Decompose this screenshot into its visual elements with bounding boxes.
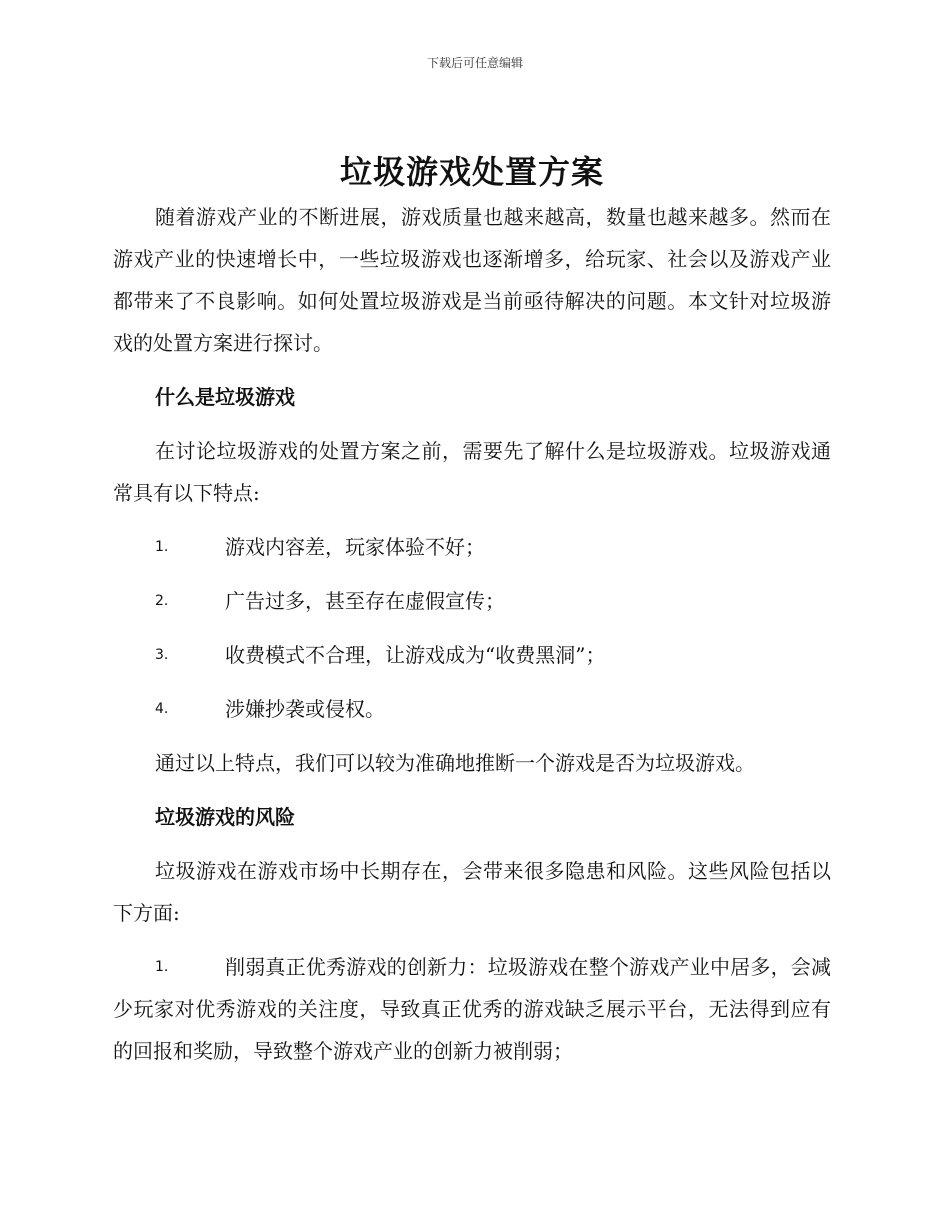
document-title: 垃圾游戏处置方案 xyxy=(339,153,604,191)
list-item xyxy=(113,634,831,676)
list-item xyxy=(113,946,831,1072)
list-item-text: 涉嫌抄袭或侵权。 xyxy=(225,697,385,721)
section1-conclusion-paragraph: 通过以上特点，我们可以较为准确地推断一个游戏是否为垃圾游戏。 xyxy=(155,751,755,775)
list-number: 4. xyxy=(155,701,169,717)
section-heading-what-is: 什么是垃圾游戏 xyxy=(155,385,295,409)
list-item-text: 削弱真正优秀游戏的创新力：垃圾游戏在整个游戏产业中居多，会减少玩家对优秀游戏的关注度，导致真正优秀的游戏缺乏展示平台，无法得到应有的回报和奖励，导致整个游戏产业的创新力被削弱； xyxy=(113,955,831,1063)
document-content xyxy=(113,148,831,1084)
list-item-text: 游戏内容差，玩家体验不好； xyxy=(225,535,485,559)
intro-paragraph: 随着游戏产业的不断进展，游戏质量也越来越高，数量也越来越多。然而在游戏产业的快速增长中，一些垃圾游戏也逐渐增多，给玩家、社会以及游戏产业都带来了不良影响。如何处置垃圾游戏是当前亟待解决的问题。本文针对垃圾游戏的处置方案进行探讨。 xyxy=(113,205,831,355)
section2-lead-paragraph: 垃圾游戏在游戏市场中长期存在，会带来很多隐患和风险。这些风险包括以下方面: xyxy=(113,859,831,925)
list-item-text: 收费模式不合理，让游戏成为“收费黑洞”； xyxy=(225,643,606,667)
list-number: 1. xyxy=(155,539,169,555)
list-item xyxy=(113,688,831,730)
section-heading-risks: 垃圾游戏的风险 xyxy=(155,805,295,829)
header-note: 下载后可任意编辑 xyxy=(426,56,523,70)
list-item xyxy=(113,526,831,568)
section1-lead-paragraph: 在讨论垃圾游戏的处置方案之前，需要先了解什么是垃圾游戏。垃圾游戏通常具有以下特点: xyxy=(113,439,831,505)
garbage-game-risks-list xyxy=(113,946,831,1072)
list-number: 1. xyxy=(155,959,169,975)
list-number: 3. xyxy=(155,647,169,663)
list-item xyxy=(113,580,831,622)
list-item-text: 广告过多，甚至存在虚假宣传； xyxy=(225,589,505,613)
garbage-game-features-list xyxy=(113,526,831,730)
list-number: 2. xyxy=(155,593,169,609)
